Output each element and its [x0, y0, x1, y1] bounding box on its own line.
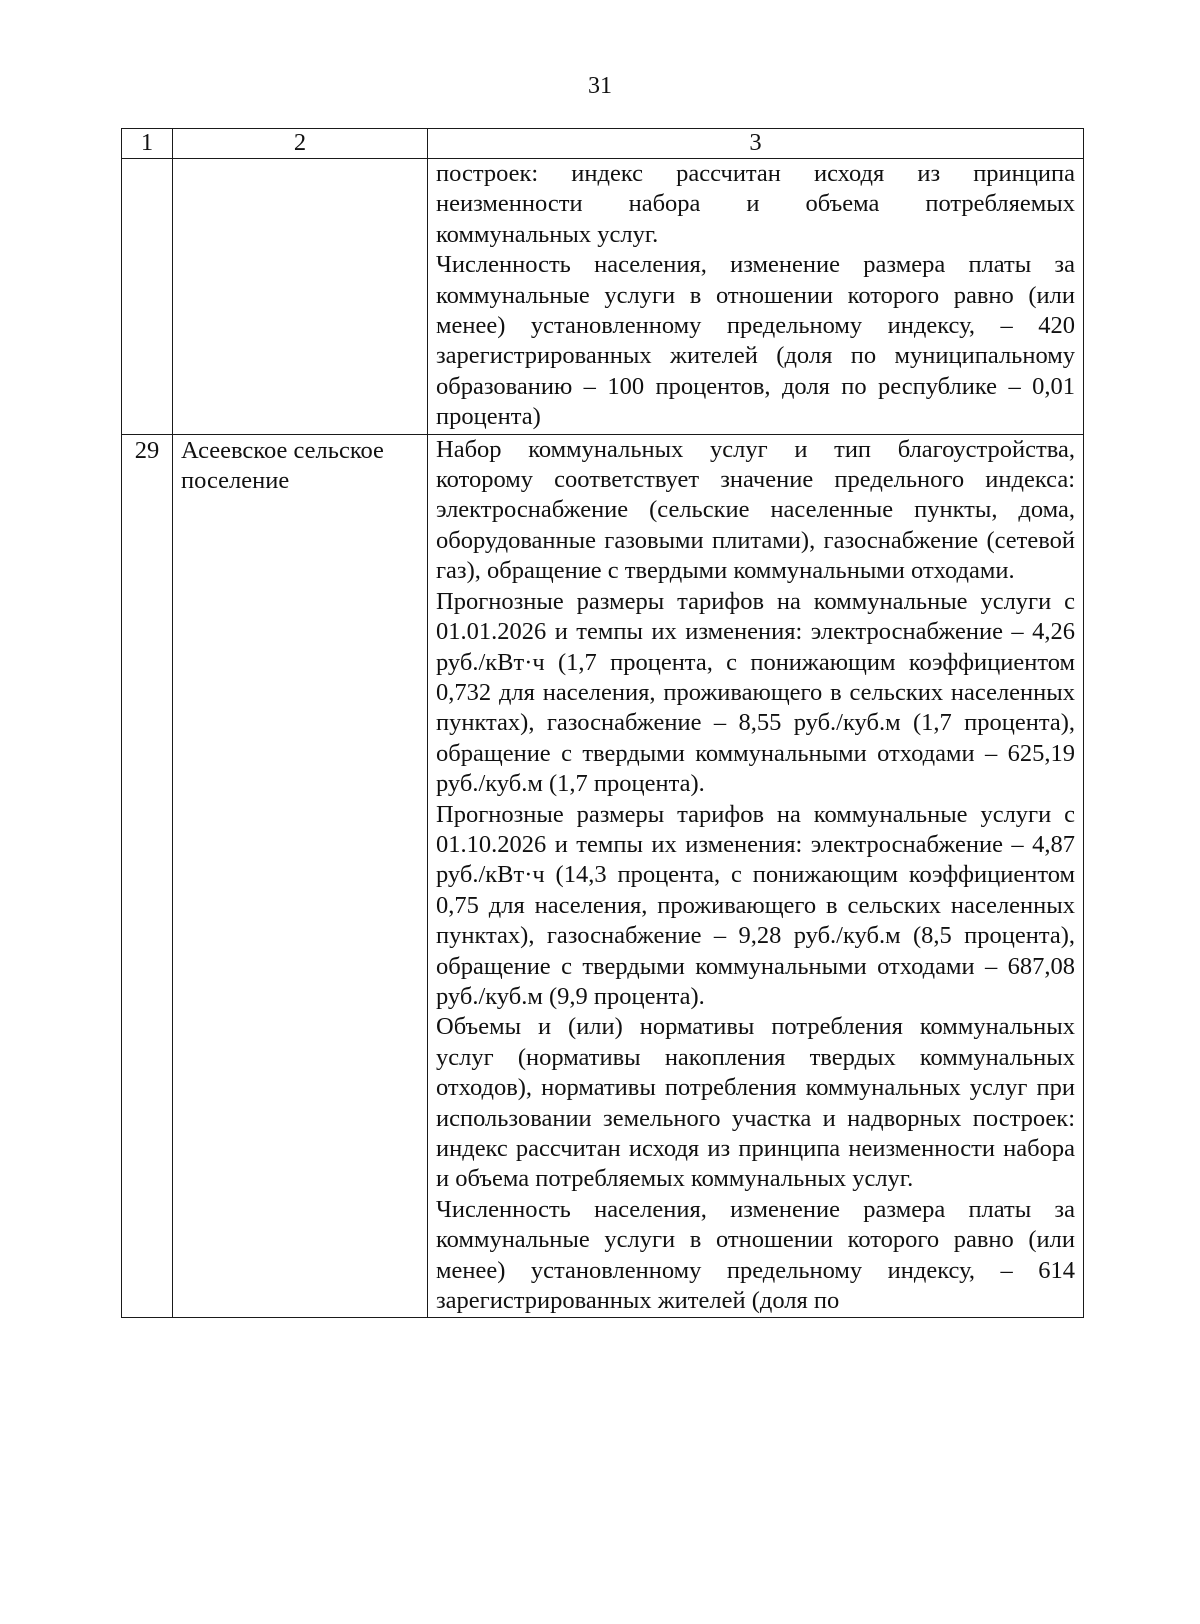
- paragraph-population: Численность населения, изменение размера платы за коммунальные услуги в отношении которого равно (или менее) установленному предельному индексу, – 614 зарегистрированных жителей (доля по: [436, 1195, 1075, 1315]
- row-number-cell: [122, 159, 173, 435]
- table-header-row: [122, 129, 1084, 159]
- paragraph-tariffs-jan: Прогнозные размеры тарифов на коммунальные услуги с 01.01.2026 и темпы их изменения: электроснабжение – 4,26 руб./кВт·ч (1,7 процента, с понижающим коэффициентом 0,732 для населения, проживающего в сельских населенных пунктах), газоснабжение – 8,55 руб./куб.м (1,7 процента), обращение с твердыми коммунальными отходами – 625,19 руб./куб.м (1,7 процента).: [436, 587, 1075, 798]
- header-col-2: 2: [173, 129, 428, 159]
- settlement-name-cell: [173, 159, 428, 435]
- settlement-name-cell: Асеевское сельское поселение: [173, 434, 428, 1318]
- row-number-cell: 29: [122, 434, 173, 1318]
- paragraph-volumes-tail: построек: индекс рассчитан исходя из принципа неизменности набора и объема потребляемых коммунальных услуг.: [436, 160, 1075, 248]
- paragraph-tariffs-oct: Прогнозные размеры тарифов на коммунальные услуги с 01.10.2026 и темпы их изменения: электроснабжение – 4,87 руб./кВт·ч (14,3 процента, с понижающим коэффициентом 0,75 для населения, проживающего в сельских населенных пунктах), газоснабжение – 9,28 руб./куб.м (8,5 процента), обращение с твердыми коммунальными отходами – 687,08 руб./куб.м (9,9 процента).: [436, 800, 1075, 1010]
- description-cell: [428, 434, 1084, 1318]
- table-row-continuation: [122, 159, 1084, 435]
- page-number: 31: [588, 73, 612, 99]
- table-row-29: [122, 434, 1084, 1318]
- header-col-1: 1: [122, 129, 173, 159]
- description-cell: [428, 159, 1084, 435]
- paragraph-services-set: Набор коммунальных услуг и тип благоустройства, которому соответствует значение предельного индекса: электроснабжение (сельские населенные пункты, дома, оборудованные газовыми плитами), газоснабжение (сетевой газ), обращение с твердыми коммунальными отходами.: [436, 435, 1075, 585]
- paragraph-population: Численность населения, изменение размера платы за коммунальные услуги в отношении которого равно (или менее) установленному предельному индексу, – 420 зарегистрированных жителей (доля по муниципальному образованию – 100 процентов, доля по республике – 0,01 процента): [436, 251, 1075, 431]
- paragraph-volumes: Объемы и (или) нормативы потребления коммунальных услуг (нормативы накопления твердых коммунальных отходов), нормативы потребления коммунальных услуг при использовании земельного участка и надворных построек: индекс рассчитан исходя из принципа неизменности набора и объема потребляемых коммунальных услуг.: [436, 1013, 1075, 1193]
- header-col-3: 3: [428, 129, 1084, 159]
- tariff-table: [121, 128, 1084, 1318]
